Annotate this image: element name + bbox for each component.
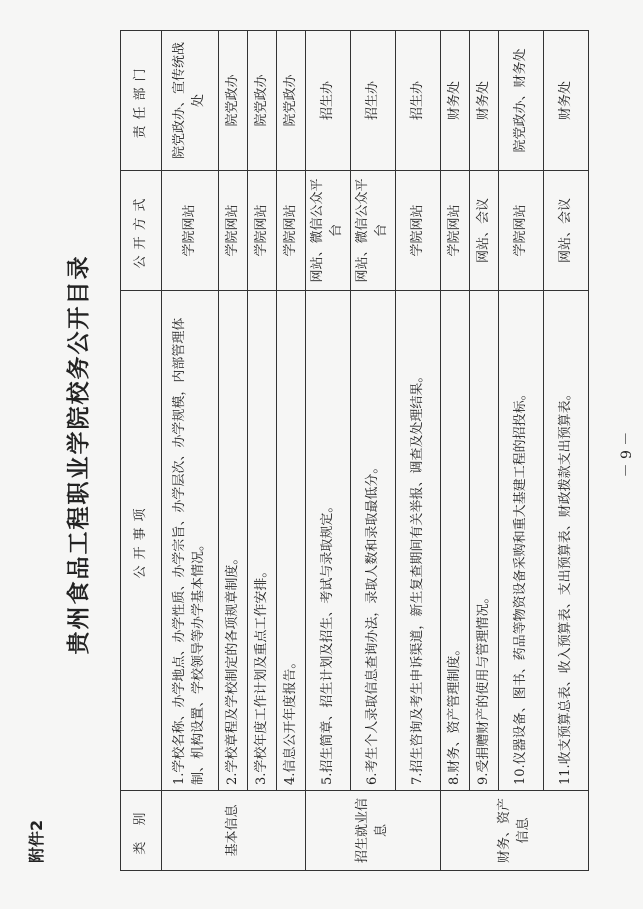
department-cell: 财务处	[470, 31, 499, 171]
item-cell: 4.信息公开年度报告。	[277, 291, 306, 791]
department-cell: 院党政办、财务处	[499, 31, 544, 171]
table-row	[306, 31, 351, 871]
page-number: － 9 －	[619, 431, 635, 478]
item-cell: 7.招生咨询及考生申诉渠道，新生复查期间有关举报、调查及处理结果。	[396, 291, 441, 791]
item-cell: 8.财务、资产管理制度。	[441, 291, 470, 791]
method-cell: 网站、微信公众平台	[306, 171, 351, 291]
method-cell: 网站、会议	[544, 171, 589, 291]
item-cell: 3.学校年度工作计划及重点工作安排。	[248, 291, 277, 791]
table-row	[248, 31, 277, 871]
page-title: 贵州食品工程职业学院校务公开目录	[65, 254, 92, 655]
department-cell: 招生办	[351, 31, 396, 171]
item-cell: 5.招生简章、招生计划及招生、考试与录取规定。	[306, 291, 351, 791]
department-cell: 院党政办、宣传统战处	[162, 31, 219, 171]
department-cell: 院党政办	[277, 31, 306, 171]
table-row	[351, 31, 396, 871]
item-cell: 2.学校章程及学校制定的各项规章制度。	[219, 291, 248, 791]
item-cell: 9.受捐赠财产的使用与管理情况。	[470, 291, 499, 791]
header-category: 类 别	[121, 791, 162, 871]
department-cell: 招生办	[396, 31, 441, 171]
item-cell: 6.考生个人录取信息查询办法，录取人数和录取最低分。	[351, 291, 396, 791]
method-cell: 学院网站	[277, 171, 306, 291]
item-cell: 10.仪器设备、图书、药品等物资设备采购和重大基建工程的招投标。	[499, 291, 544, 791]
header-method: 公开方式	[121, 171, 162, 291]
department-cell: 财务处	[544, 31, 589, 171]
attachment-label: 附件2	[27, 819, 46, 863]
category-cell: 基本信息	[162, 791, 306, 871]
table-row	[544, 31, 589, 871]
table-row	[499, 31, 544, 871]
disclosure-table	[120, 30, 589, 871]
category-cell: 招生就业信息	[306, 791, 441, 871]
method-cell: 学院网站	[162, 171, 219, 291]
department-cell: 招生办	[306, 31, 351, 171]
method-cell: 学院网站	[219, 171, 248, 291]
header-department: 责任部门	[121, 31, 162, 171]
method-cell: 学院网站	[441, 171, 470, 291]
method-cell: 学院网站	[396, 171, 441, 291]
header-item: 公开事项	[121, 291, 162, 791]
category-cell: 财务、资产信息	[441, 791, 589, 871]
table-row	[162, 31, 219, 871]
table-row	[277, 31, 306, 871]
table-header-row	[121, 31, 162, 871]
method-cell: 学院网站	[499, 171, 544, 291]
table-row	[219, 31, 248, 871]
table-row	[396, 31, 441, 871]
method-cell: 网站、会议	[470, 171, 499, 291]
table-row	[441, 31, 470, 871]
table-row	[470, 31, 499, 871]
department-cell: 院党政办	[219, 31, 248, 171]
department-cell: 院党政办	[248, 31, 277, 171]
item-cell: 1.学校名称、办学地点、办学性质、办学宗旨、办学层次、办学规模，内部管理体制、机构设置、学校领导等办学基本情况。	[162, 291, 219, 791]
method-cell: 学院网站	[248, 171, 277, 291]
department-cell: 财务处	[441, 31, 470, 171]
item-cell: 11.收支预算总表、收入预算表、支出预算表、财政拨款支出预算表。	[544, 291, 589, 791]
method-cell: 网站、微信公众平台	[351, 171, 396, 291]
